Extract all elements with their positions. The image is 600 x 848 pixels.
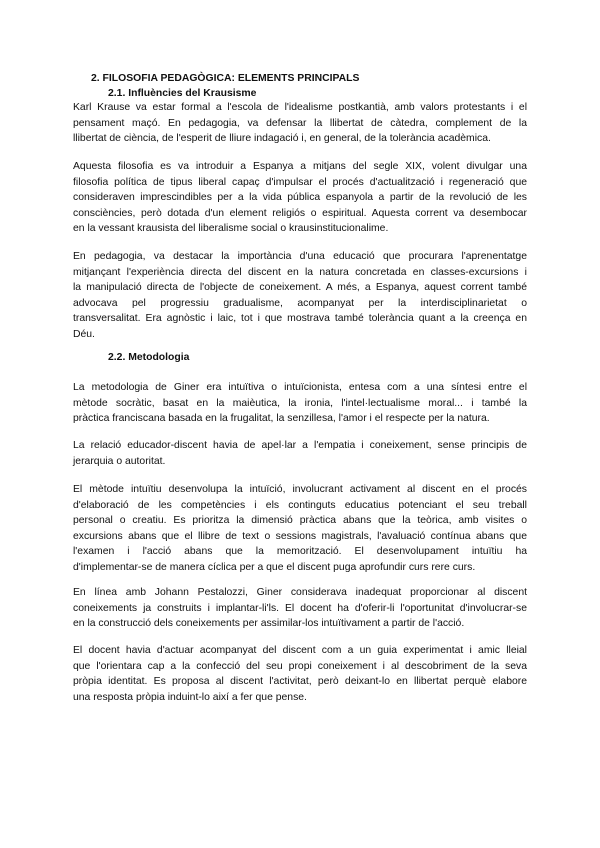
text-line: Karl Krause va estar formal a l'escola de l'idealisme postkantià, amb valors protestants i el <box>73 102 527 113</box>
subsection-heading-influences: 2.1. Influències del Krausisme <box>108 88 257 99</box>
paragraph-spain <box>73 159 527 237</box>
text-line: pròpia identitat. Es proposa al discent l'activitat, però deixant-lo en llibertat perquè elabore <box>73 676 527 688</box>
paragraph-relationship <box>73 438 527 469</box>
text-line: advocava pel progressiu gradualisme, acompanyat per la interdisciplinarietat o <box>73 297 527 309</box>
text-line: pràctica franciscana basada en la frugalitat, la senzillesa, l'amor i el respecte per la natura. <box>73 413 490 425</box>
text-line: consideraven imprescindibles per a la vida pública espanyola a partir de la revolució de les <box>73 192 527 204</box>
text-line: La metodologia de Giner era intuïtiva o intuïcionista, entesa com a una síntesi entre el <box>73 382 527 393</box>
text-line: En pedagogia, va destacar la importància d'una educació que procurara l'aprenentatge <box>73 251 527 262</box>
paragraph-teacher-role <box>73 643 527 705</box>
section-heading: 2. FILOSOFIA PEDAGÒGICA: ELEMENTS PRINCIPALS <box>91 73 360 84</box>
text-line: mitjançant l'experiència directa del discent en la natura concretada en classes-excursions i <box>73 266 527 278</box>
text-line: llibertat de ciència, de l'esperit de lliure indagació i, en general, de la tolerància acadèmica. <box>73 133 491 145</box>
text-line: pensament maçó. En pedagogia, va defensar la llibertat de càtedra, complement de la <box>73 117 527 129</box>
text-line: Déu. <box>73 328 95 340</box>
text-line: La relació educador-discent havia de apel·lar a l'empatia i coneixement, sense principis de <box>73 440 527 451</box>
text-line: personal o creatiu. Es prioritza la dimensió pràctica abans que la teòrica, amb visites o <box>73 515 527 527</box>
text-line: En línea amb Johann Pestalozzi, Giner considerava inadequat proporcionar al discent <box>73 587 527 598</box>
text-line: d'implementar-se de manera cíclica per a que el discent puga aprofundir curs rere curs. <box>73 561 476 573</box>
text-line: consciències, però dotada d'un element religiós o espiritual. Aquesta corrent va desembocar <box>73 207 527 219</box>
text-line: Aquesta filosofia es va introduir a Espanya a mitjans del segle XIX, volent divulgar una <box>73 161 527 172</box>
text-line: jerarquia o autoritat. <box>73 455 166 467</box>
text-line: El docent havia d'actuar acompanyat del discent com a un guia experimentat i amic lleial <box>73 645 527 656</box>
text-line: transversalitat. Era agnòstic i laic, tot i que mostrava també tolerància quant a la creença en <box>73 313 527 325</box>
text-line: que l'orientara cap a la confecció del seu propi coneixement i al descobriment de la seva <box>73 660 527 672</box>
subsection-heading-methodology: 2.2. Metodologia <box>108 352 190 363</box>
text-line: la manipulació directa de l'objecte de coneixement. A més, a Espanya, aquest corrent també <box>73 282 527 294</box>
paragraph-krause <box>73 100 527 147</box>
paragraph-pedagogy <box>73 249 527 343</box>
text-line: coneixements ja construits i implantar-li'ls. El docent ha d'oferir-li l'oportunitat d'involucrar-se <box>73 602 527 614</box>
text-line: una resposta pròpia induint-lo així a fer que pense. <box>73 691 307 703</box>
text-line: filosofia política de tipus liberal capaç d'impulsar el procés d'actualització i regeneració que <box>73 176 527 188</box>
text-line: en la construcció dels coneixements per assimilar-los intuïtivament a partir de l'acció. <box>73 618 465 630</box>
paragraph-intuitive-method <box>73 482 527 576</box>
paragraph-giner-method <box>73 380 527 427</box>
text-line: l'examen i l'acció abans que la memorització. El desenvolupament intuïtiu ha <box>73 546 527 558</box>
text-line: El mètode intuïtiu desenvolupa la intuïció, involucrant activament al discent en el procés <box>73 484 527 495</box>
text-line: excursions abans que el llibre de text o sessions magistrals, l'avaluació contínua abans que <box>73 530 527 542</box>
text-line: en la vessant krausista del liberalisme social o krausinstitucionalime. <box>73 223 389 235</box>
text-line: d'elaboració de les competències i els continguts educatius potenciant el seu treball <box>73 499 527 511</box>
paragraph-pestalozzi <box>73 585 527 632</box>
text-line: mètode socràtic, basat en la maièutica, la ironia, l'intel·lectualisme moral... i també la <box>73 397 527 409</box>
